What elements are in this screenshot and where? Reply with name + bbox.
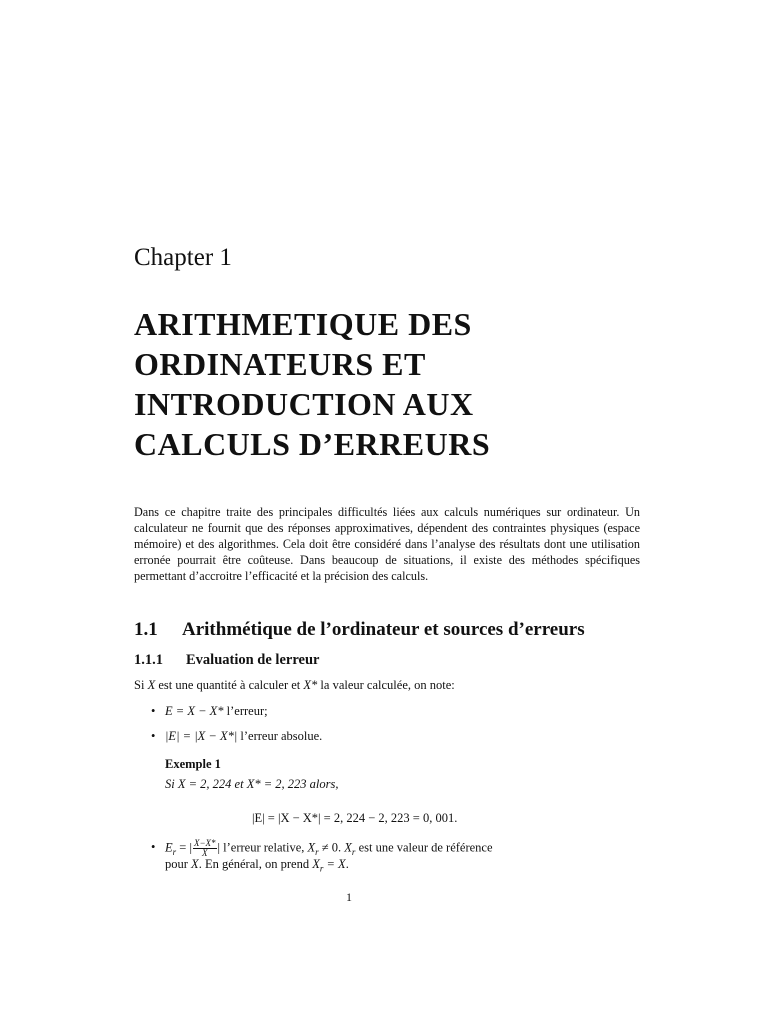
math-x: X: [147, 678, 156, 692]
text-run: | l’erreur relative,: [217, 840, 308, 855]
text-run: est une quantité à calculer et: [155, 678, 304, 692]
chapter-title-line: ARITHMETIQUE DES: [134, 306, 472, 342]
math-abs-error: |E| = |X − X*|: [165, 729, 238, 743]
math-xr: X: [312, 857, 320, 871]
page-number: 1: [346, 890, 352, 904]
math-subscript: r: [172, 846, 177, 857]
subsection-number: 1.1.1: [134, 652, 163, 668]
chapter-title: [134, 304, 490, 464]
intro-paragraph: Dans ce chapitre traite des principales difficultés liées aux calculs numériques sur ordinateur. Un calculateur ne fournit que des réponses approximatives, dépendent des contraintes physiques (espace mémoire) et des algorithmes. Cela doit être considéré dans l’analyse des résultats dont une utilisation erronée pourrait être coûteuse. Dans beaucoup de situations, il existe des méthodes spécifiques permettant d’accroitre l’efficacité et la précision des calculs.: [134, 505, 640, 583]
text-run: pour: [165, 857, 192, 871]
list-item: [151, 729, 322, 744]
math-subscript: r: [315, 846, 319, 857]
list-item-continuation: [165, 857, 349, 874]
chapter-title-line: ORDINATEURS ET: [134, 346, 426, 382]
math-text: = X: [323, 857, 346, 871]
chapter-title-line: INTRODUCTION AUX: [134, 386, 474, 422]
math-subscript: r: [351, 846, 356, 857]
text-run: est une valeur de référence: [355, 840, 493, 855]
example-statement: Si X = 2, 224 et X* = 2, 223 alors,: [165, 777, 339, 791]
subsection-heading: [134, 652, 319, 669]
text-run: . En général, on prend: [198, 857, 313, 871]
list-item: [151, 839, 493, 858]
text-run: Si: [134, 678, 148, 692]
section-heading: [134, 619, 585, 641]
text-run: l’erreur;: [223, 704, 268, 718]
math-xr: X: [307, 840, 316, 855]
text-run: ≠ 0.: [318, 840, 345, 855]
example-title: Exemple 1: [165, 757, 221, 771]
text-run: .: [345, 857, 349, 871]
bullet-icon: •: [151, 729, 156, 743]
bullet-icon: •: [151, 840, 156, 855]
bullet-icon: •: [151, 704, 156, 718]
math-er: E: [165, 840, 173, 855]
fraction: [193, 839, 217, 858]
math-xr: X: [344, 840, 352, 855]
math-x-star: X*: [303, 678, 318, 692]
text-run: l’erreur absolue.: [237, 729, 323, 743]
text-run: = |: [176, 840, 192, 855]
list-item: [151, 704, 268, 719]
section-number: 1.1: [134, 619, 158, 640]
math-x: X: [191, 857, 199, 871]
math-error: E = X − X*: [165, 704, 224, 718]
math-subscript: r: [319, 863, 324, 874]
chapter-title-line: CALCULS D’ERREURS: [134, 426, 491, 462]
section-title: Arithmétique de l’ordinateur et sources d’erreurs: [182, 619, 585, 640]
fraction-numerator: X−X*: [193, 838, 216, 848]
text-run: la valeur calculée, on note:: [317, 678, 455, 692]
subsection-title: Evaluation de lerreur: [186, 652, 320, 668]
definition-paragraph: [134, 678, 455, 693]
fraction-denominator: X: [202, 848, 208, 858]
display-equation: |E| = |X − X*| = 2, 224 − 2, 223 = 0, 001.: [252, 811, 458, 825]
chapter-label: Chapter 1: [134, 244, 232, 271]
